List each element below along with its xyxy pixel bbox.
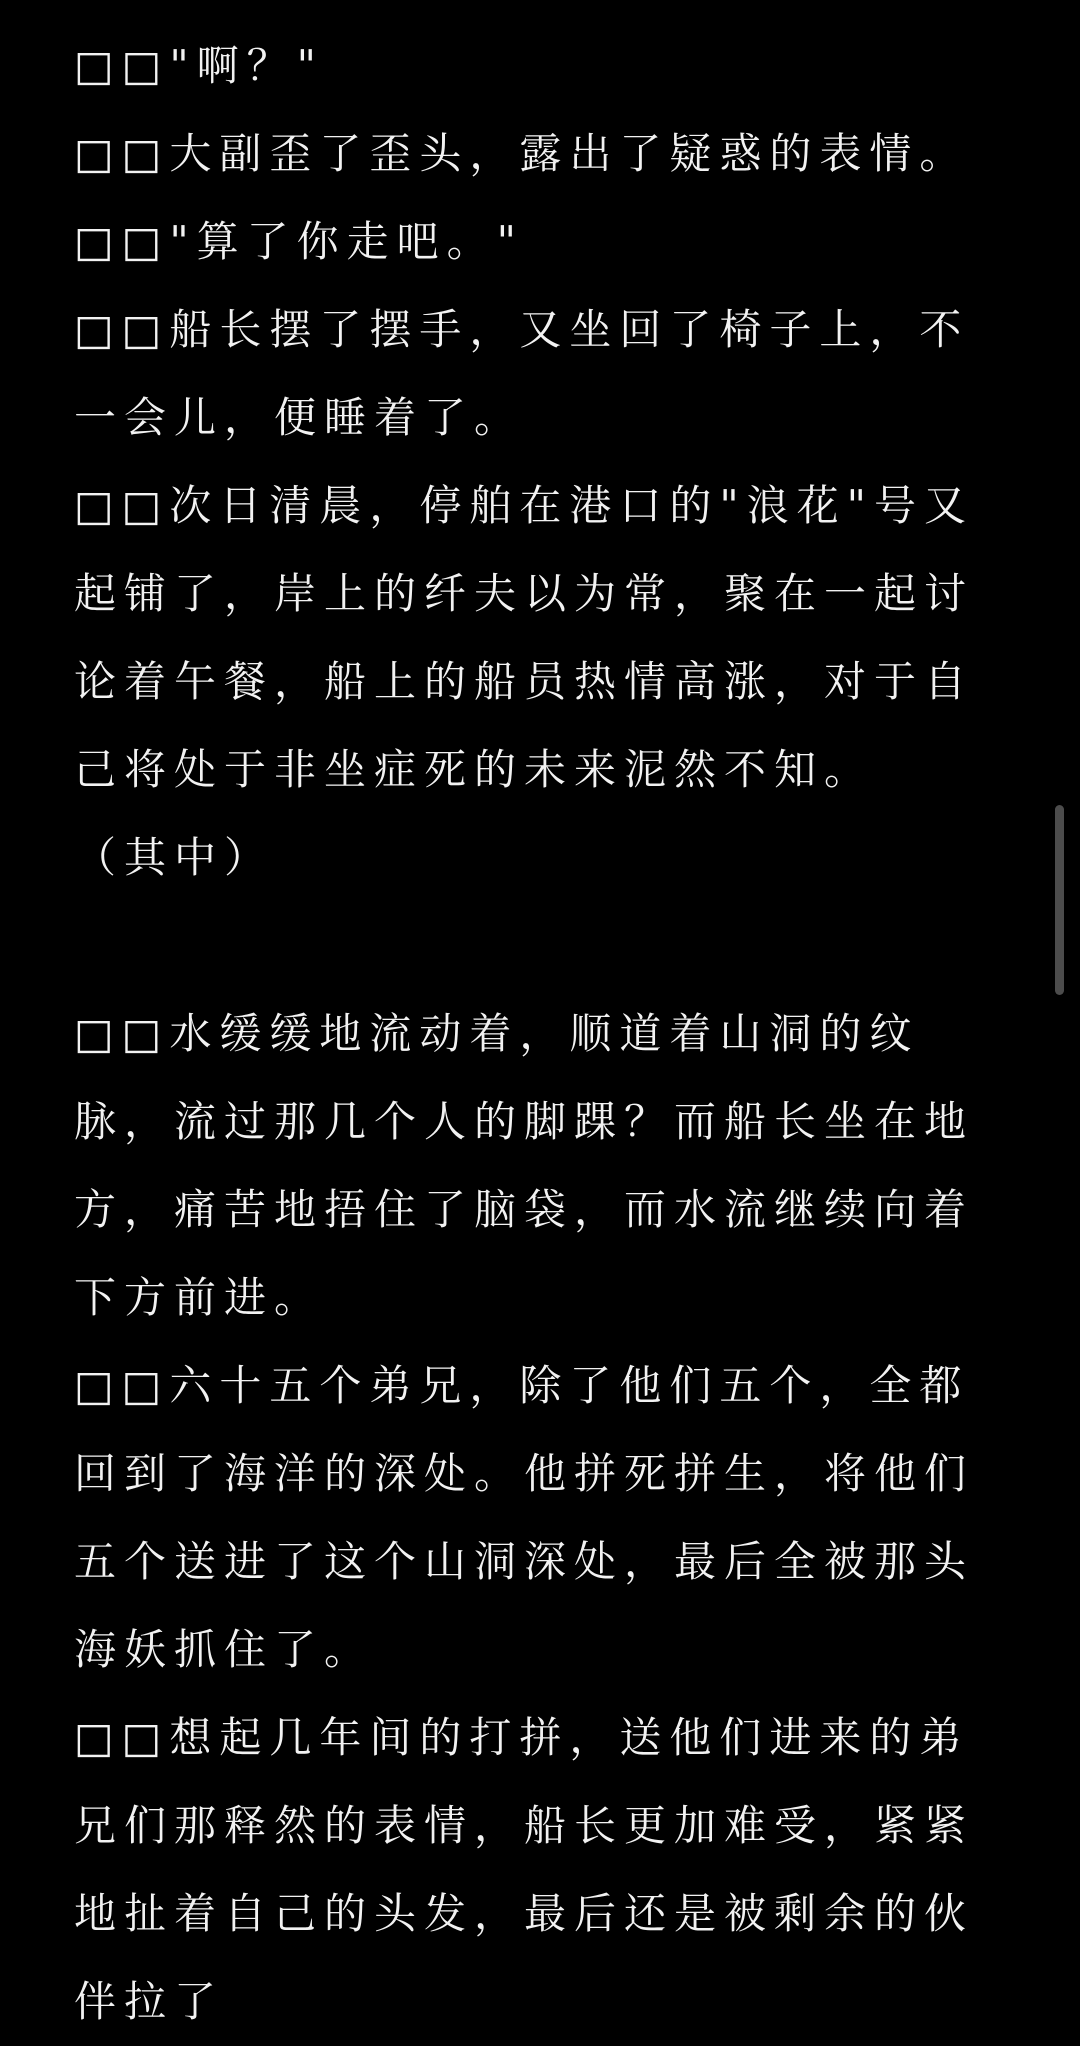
paragraph: □□水缓缓地流动着，顺道着山洞的纹脉，流过那几个人的脚踝？而船长坐在地方，痛苦地捂住了脑袋，而水流继续向着下方前进。	[74, 1009, 975, 1322]
scrollbar-thumb[interactable]	[1055, 805, 1064, 995]
reading-content	[74, 22, 1014, 2046]
blank-line	[74, 902, 1014, 990]
paragraph: □□"算了你走吧。"	[74, 217, 525, 266]
section-note: （其中）	[74, 833, 275, 882]
paragraph: □□想起几年间的打拼，送他们进来的弟兄们那释然的表情，船长更加难受，紧紧地扯着自己的头发，最后还是被剩余的伙伴拉了	[74, 1713, 975, 2026]
paragraph: □□大副歪了歪头，露出了疑惑的表情。	[74, 129, 970, 178]
paragraph: □□六十五个弟兄，除了他们五个，全都回到了海洋的深处。他拼死拼生，将他们五个送进了这个山洞深处，最后全被那头海妖抓住了。	[74, 1361, 975, 1674]
paragraph: □□"啊？"	[74, 41, 325, 90]
paragraph: □□船长摆了摆手，又坐回了椅子上，不一会儿，便睡着了。	[74, 305, 970, 442]
paragraph: □□次日清晨，停舶在港口的"浪花"号又起铺了，岸上的纤夫以为常，聚在一起讨论着午餐，船上的船员热情高涨，对于自己将处于非坐症死的未来泥然不知。	[74, 481, 975, 794]
